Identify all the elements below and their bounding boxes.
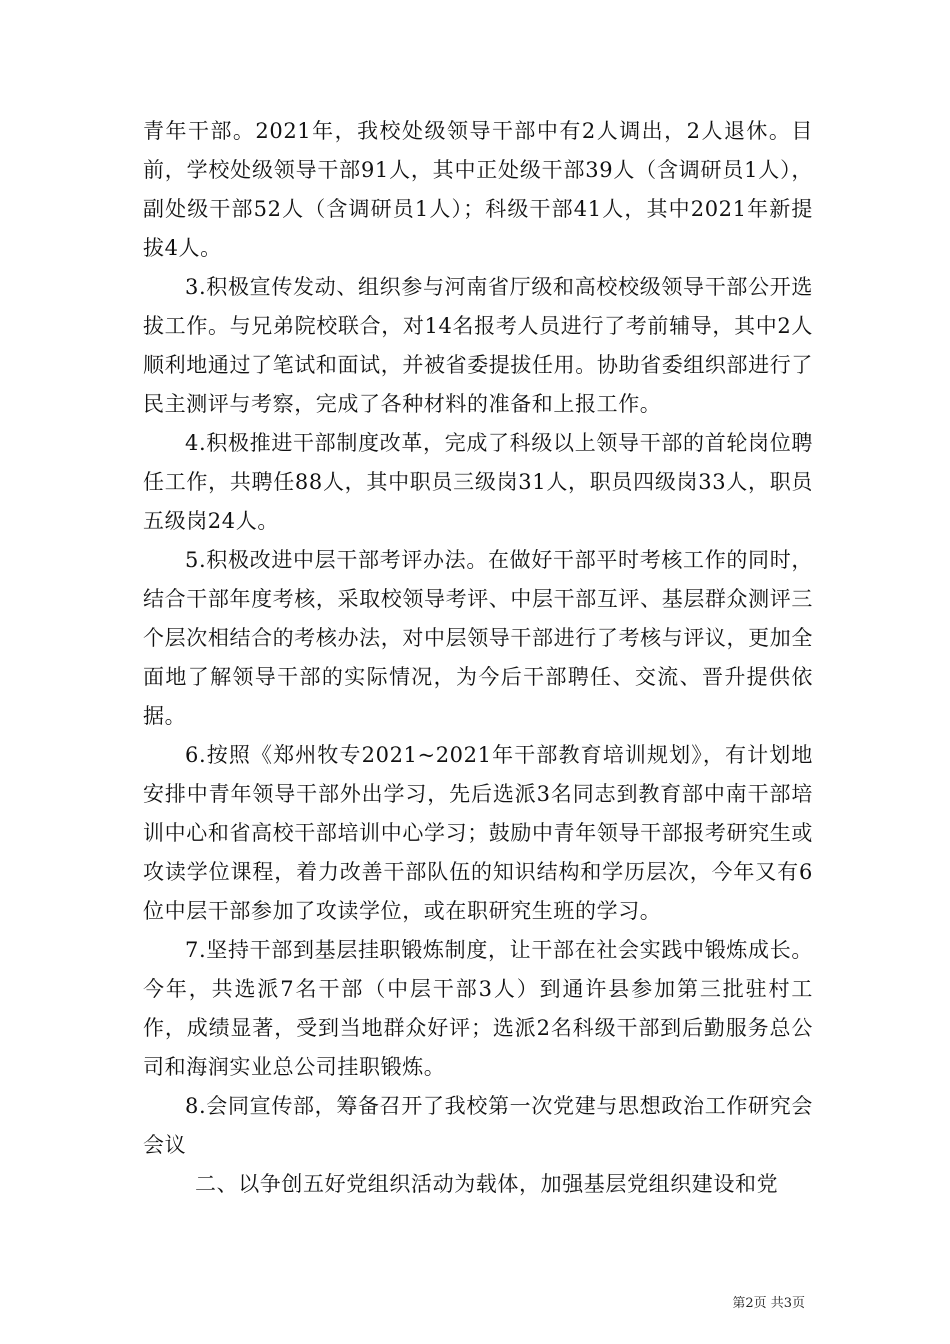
- paragraph-item-5: 5.积极改进中层干部考评办法。在做好干部平时考核工作的同时，结合干部年度考核，采取校领导考评、中层干部互评、基层群众测评三个层次相结合的考核办法，对中层领导干部进行了考核与评议，更加全面地了解领导干部的实际情况，为今后干部聘任、交流、晋升提供依据。: [143, 548, 813, 728]
- paragraph-item-6: 6.按照《郑州牧专2021~2021年干部教育培训规划》，有计划地安排中青年领导干部外出学习，先后选派3名同志到教育部中南干部培训中心和省高校干部培训中心学习；鼓励中青年领导干部报考研究生或攻读学位课程，着力改善干部队伍的知识结构和学历层次，今年又有6位中层干部参加了攻读学位，或在职研究生班的学习。: [143, 743, 813, 923]
- paragraph-item-7: 7.坚持干部到基层挂职锻炼制度，让干部在社会实践中锻炼成长。今年，共选派7名干部（中层干部3人）到通许县参加第三批驻村工作，成绩显著，受到当地群众好评；选派2名科级干部到后勤服务总公司和海润实业总公司挂职锻炼。: [143, 938, 813, 1079]
- section-heading-2: 二、以争创五好党组织活动为载体，加强基层党组织建设和党: [195, 1172, 779, 1196]
- paragraph-item-3: 3.积极宣传发动、组织参与河南省厅级和高校校级领导干部公开选拔工作。与兄弟院校联合，对14名报考人员进行了考前辅导，其中2人顺利地通过了笔试和面试，并被省委提拔任用。协助省委组织部进行了民主测评与考察，完成了各种材料的准备和上报工作。: [143, 275, 813, 416]
- paragraph-item-8: 8.会同宣传部，筹备召开了我校第一次党建与思想政治工作研究会会议: [143, 1094, 813, 1157]
- page-number: 第2页 共3页: [732, 1296, 805, 1311]
- paragraph-continuation: 青年干部。2021年，我校处级领导干部中有2人调出，2人退休。目前，学校处级领导干部91人，其中正处级干部39人（含调研员1人），副处级干部52人（含调研员1人）；科级干部41人，其中2021年新提拔4人。: [143, 119, 813, 260]
- paragraph-item-4: 4.积极推进干部制度改革，完成了科级以上领导干部的首轮岗位聘任工作，共聘任88人，其中职员三级岗31人，职员四级岗33人，职员五级岗24人。: [143, 431, 813, 533]
- document-body: [143, 112, 813, 1204]
